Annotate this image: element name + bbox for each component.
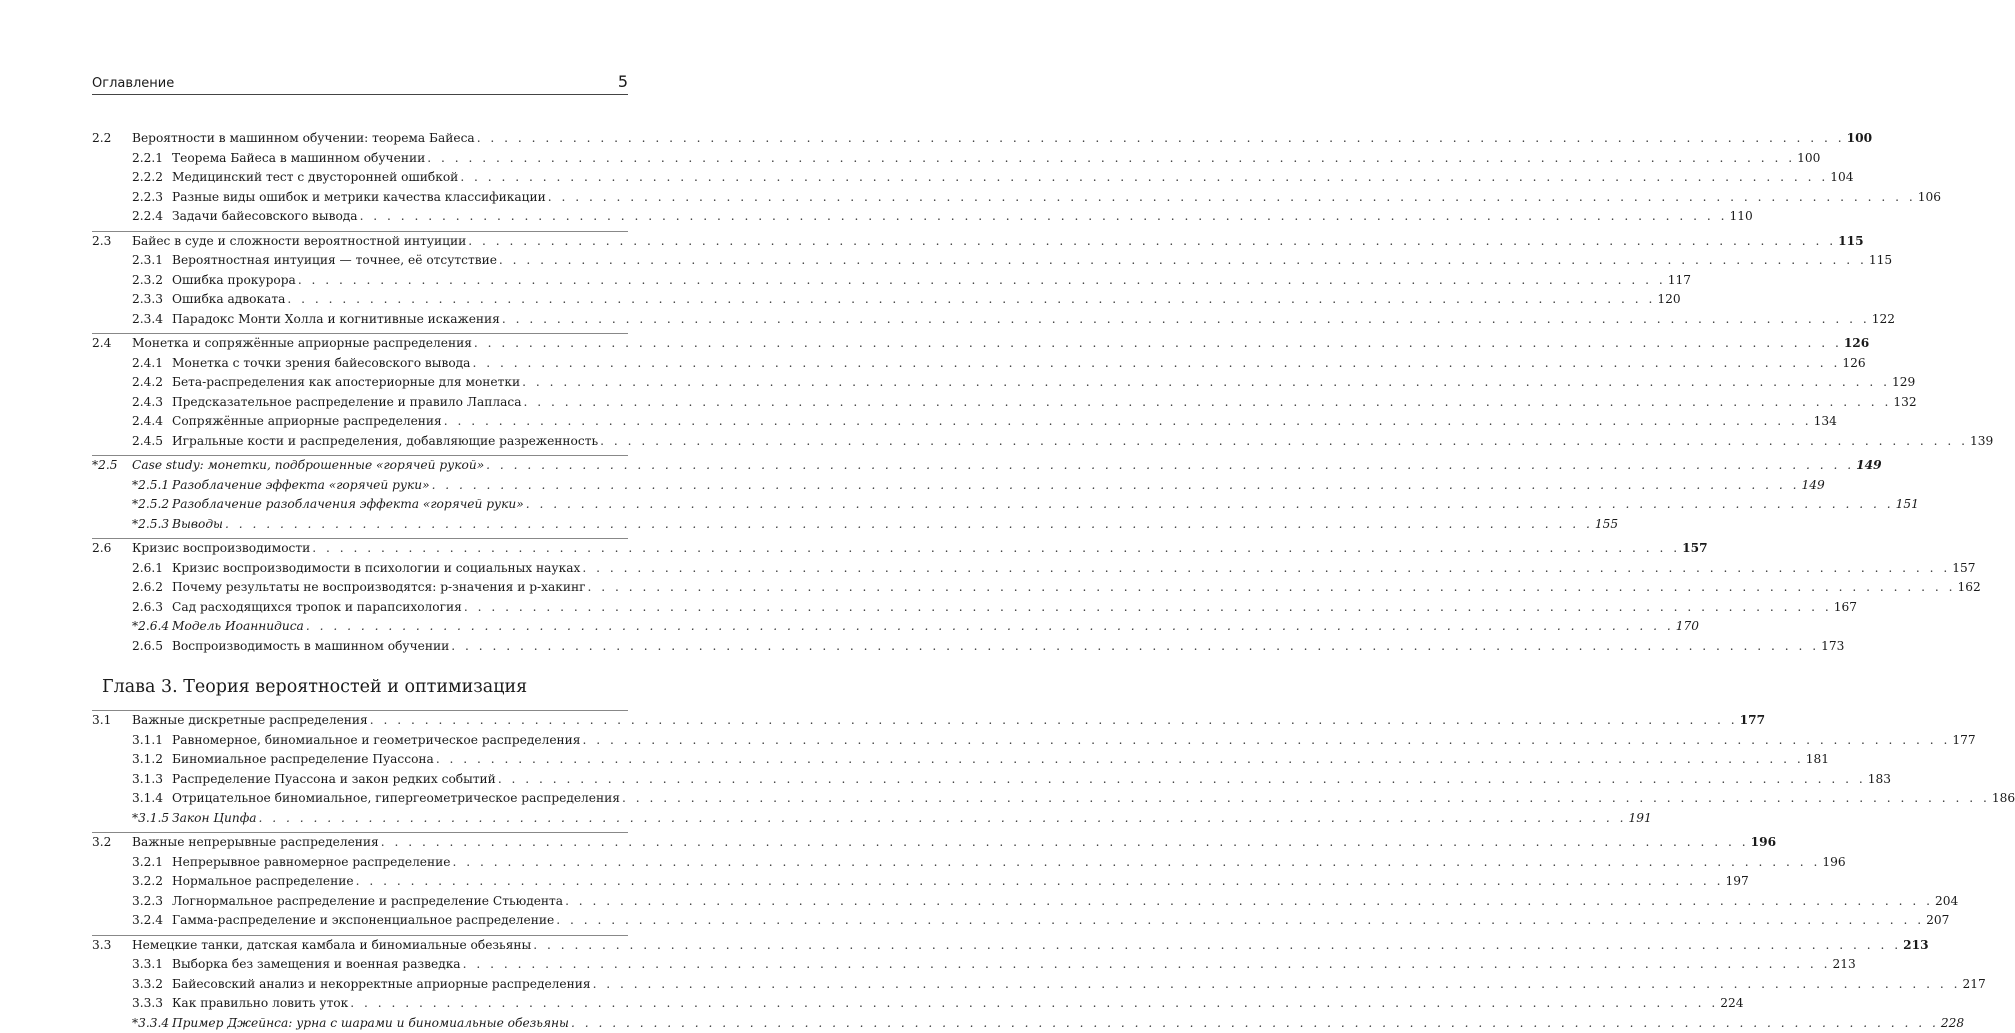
toc-entry-title: Байесовский анализ и некорректные априорные распределения [172, 975, 591, 995]
dot-leader [523, 393, 1891, 413]
toc-entry-number: 3.1.2 [132, 750, 172, 770]
toc-entry-title: Выводы [172, 515, 223, 535]
toc-entry-number: *2.5 [92, 456, 132, 476]
toc-content [92, 129, 628, 1033]
toc-entry-number: *2.6.4 [132, 617, 172, 637]
dot-leader [460, 168, 1828, 188]
dot-leader [588, 578, 1956, 598]
toc-entry-page: 100 [1847, 129, 1872, 149]
toc-subsection-entry[interactable] [92, 853, 628, 873]
toc-entry-page: 149 [1856, 456, 1881, 476]
dot-leader [463, 955, 1831, 975]
toc-part-chapter-3 [92, 710, 628, 1033]
dot-leader [522, 373, 1890, 393]
toc-entry-title: Непрерывное равномерное распределение [172, 853, 450, 873]
toc-entry-page: 126 [1844, 334, 1869, 354]
toc-entry-number: 3.3.1 [132, 955, 172, 975]
running-head-title: Оглавление [92, 76, 174, 91]
toc-entry-page: 149 [1802, 476, 1825, 496]
toc-subsection-entry[interactable] [92, 476, 628, 496]
toc-entry-number: 3.1.3 [132, 770, 172, 790]
header-rule [92, 94, 628, 95]
toc-entry-number: 3.3.2 [132, 975, 172, 995]
toc-entry-page: 157 [1952, 559, 1975, 579]
toc-entry-title: Сад расходящихся тропок и парапсихология [172, 598, 462, 618]
dot-leader [436, 750, 1804, 770]
toc-entry-page: 181 [1806, 750, 1829, 770]
toc-section-group [92, 334, 628, 451]
dot-leader [427, 149, 1795, 169]
dot-leader [464, 598, 1832, 618]
toc-entry-page: 196 [1822, 853, 1845, 873]
dot-leader [451, 637, 1819, 657]
toc-subsection-entry[interactable] [92, 994, 628, 1014]
toc-entry-page: 129 [1892, 373, 1915, 393]
toc-entry-page: 117 [1668, 271, 1691, 291]
toc-subsection-entry[interactable] [92, 251, 628, 271]
toc-entry-number: 3.2.3 [132, 892, 172, 912]
toc-entry-title: Предсказательное распределение и правило Лапласа [172, 393, 521, 413]
toc-entry-page: 196 [1751, 833, 1776, 853]
toc-entry-page: 110 [1730, 207, 1753, 227]
toc-subsection-entry[interactable] [92, 354, 628, 374]
toc-section-entry[interactable] [92, 129, 628, 149]
toc-entry-page: 186 [1992, 789, 2015, 809]
toc-section-entry[interactable] [92, 456, 628, 476]
toc-entry-page: 197 [1726, 872, 1749, 892]
toc-section-entry[interactable] [92, 711, 628, 731]
toc-entry-number: 2.2 [92, 129, 132, 149]
dot-leader [502, 310, 1870, 330]
toc-entry-page: 162 [1957, 578, 1980, 598]
toc-subsection-entry[interactable] [92, 809, 628, 829]
toc-entry-number: 2.2.1 [132, 149, 172, 169]
toc-entry-page: 115 [1838, 232, 1863, 252]
toc-subsection-entry[interactable] [92, 578, 628, 598]
toc-entry-title: Важные дискретные распределения [132, 711, 368, 731]
page-number: 5 [618, 72, 628, 91]
dot-leader [486, 456, 1854, 476]
toc-subsection-entry[interactable] [92, 955, 628, 975]
dot-leader [312, 539, 1680, 559]
toc-subsection-entry[interactable] [92, 559, 628, 579]
toc-entry-number: 3.2.1 [132, 853, 172, 873]
toc-entry-number: 3.2.4 [132, 911, 172, 931]
dot-leader [306, 617, 1674, 637]
toc-subsection-entry[interactable] [92, 310, 628, 330]
toc-entry-number: 3.2.2 [132, 872, 172, 892]
toc-entry-title: Ошибка прокурора [172, 271, 296, 291]
toc-entry-title: Case study: монетки, подброшенные «горячей рукой» [132, 456, 484, 476]
toc-part-chapter-2 [92, 129, 628, 656]
toc-entry-page: 126 [1842, 354, 1865, 374]
toc-entry-number: 2.4.2 [132, 373, 172, 393]
toc-entry-page: 228 [1941, 1014, 1964, 1033]
toc-entry-title: Теорема Байеса в машинном обучении [172, 149, 425, 169]
toc-section-group [92, 936, 628, 1033]
dot-leader [565, 892, 1933, 912]
toc-entry-page: 132 [1893, 393, 1916, 413]
toc-entry-title: Почему результаты не воспроизводятся: p-значения и p-хакинг [172, 578, 586, 598]
dot-leader [533, 936, 1901, 956]
toc-entry-title: Игральные кости и распределения, добавляющие разреженность [172, 432, 598, 452]
toc-entry-number: 2.3.4 [132, 310, 172, 330]
toc-entry-page: 157 [1682, 539, 1707, 559]
toc-subsection-entry[interactable] [92, 892, 628, 912]
toc-entry-page: 139 [1970, 432, 1993, 452]
toc-entry-title: Кризис воспроизводимости в психологии и социальных науках [172, 559, 580, 579]
toc-entry-page: 167 [1834, 598, 1857, 618]
toc-subsection-entry[interactable] [92, 515, 628, 535]
dot-leader [468, 232, 1836, 252]
toc-entry-number: *3.3.4 [132, 1014, 172, 1033]
dot-leader [370, 711, 1738, 731]
toc-entry-title: Задачи байесовского вывода [172, 207, 358, 227]
dot-leader [477, 129, 1845, 149]
dot-leader [350, 994, 1718, 1014]
toc-subsection-entry[interactable] [92, 1014, 628, 1033]
dot-leader [474, 334, 1842, 354]
toc-subsection-entry[interactable] [92, 770, 628, 790]
dot-leader [259, 809, 1627, 829]
toc-subsection-entry[interactable] [92, 598, 628, 618]
toc-entry-title: Монетка и сопряжённые априорные распределения [132, 334, 472, 354]
dot-leader [452, 853, 1820, 873]
toc-entry-title: Сопряжённые априорные распределения [172, 412, 442, 432]
toc-entry-page: 224 [1720, 994, 1743, 1014]
dot-leader [287, 290, 1655, 310]
toc-entry-page: 115 [1869, 251, 1892, 271]
toc-entry-number: 2.6 [92, 539, 132, 559]
toc-entry-page: 191 [1628, 809, 1651, 829]
toc-entry-number: 2.6.3 [132, 598, 172, 618]
toc-subsection-entry[interactable] [92, 495, 628, 515]
toc-subsection-entry[interactable] [92, 911, 628, 931]
dot-leader [381, 833, 1749, 853]
dot-leader [582, 731, 1950, 751]
toc-subsection-entry[interactable] [92, 412, 628, 432]
dot-leader [526, 495, 1894, 515]
toc-entry-number: *2.5.3 [132, 515, 172, 535]
toc-section-entry[interactable] [92, 232, 628, 252]
toc-entry-title: Как правильно ловить уток [172, 994, 348, 1014]
dot-leader [356, 872, 1724, 892]
toc-subsection-entry[interactable] [92, 373, 628, 393]
toc-entry-title: Закон Ципфа [172, 809, 257, 829]
toc-entry-number: 2.4.3 [132, 393, 172, 413]
toc-subsection-entry[interactable] [92, 432, 628, 452]
toc-entry-title: Разоблачение разоблачения эффекта «горячей руки» [172, 495, 524, 515]
toc-entry-number: 2.2.2 [132, 168, 172, 188]
toc-section-entry[interactable] [92, 334, 628, 354]
toc-entry-title: Монетка с точки зрения байесовского вывода [172, 354, 470, 374]
toc-entry-page: 177 [1952, 731, 1975, 751]
toc-subsection-entry[interactable] [92, 975, 628, 995]
toc-entry-title: Гамма-распределение и экспоненциальное распределение [172, 911, 554, 931]
toc-section-group [92, 456, 628, 534]
toc-entry-page: 213 [1903, 936, 1928, 956]
toc-entry-title: Выборка без замещения и военная разведка [172, 955, 461, 975]
toc-subsection-entry[interactable] [92, 731, 628, 751]
toc-entry-page: 204 [1935, 892, 1958, 912]
toc-entry-title: Парадокс Монти Холла и когнитивные искажения [172, 310, 500, 330]
dot-leader [556, 911, 1924, 931]
dot-leader [225, 515, 1593, 535]
toc-entry-title: Пример Джейнса: урна с шарами и биномиальные обезьяны [172, 1014, 569, 1033]
toc-entry-number: 2.4.1 [132, 354, 172, 374]
dot-leader [548, 188, 1916, 208]
toc-entry-page: 122 [1872, 310, 1895, 330]
dot-leader [472, 354, 1840, 374]
toc-entry-number: 3.2 [92, 833, 132, 853]
dot-leader [444, 412, 1812, 432]
toc-subsection-entry[interactable] [92, 168, 628, 188]
toc-entry-title: Биномиальное распределение Пуассона [172, 750, 434, 770]
toc-entry-number: 2.3.1 [132, 251, 172, 271]
toc-entry-page: 120 [1657, 290, 1680, 310]
toc-entry-title: Бета-распределения как апостериорные для монетки [172, 373, 520, 393]
toc-subsection-entry[interactable] [92, 750, 628, 770]
toc-entry-number: *2.5.2 [132, 495, 172, 515]
toc-entry-page: 170 [1676, 617, 1699, 637]
toc-entry-number: 2.4 [92, 334, 132, 354]
toc-entry-title: Логнормальное распределение и распределение Стьюдента [172, 892, 563, 912]
toc-section-group [92, 539, 628, 656]
toc-section-group [92, 833, 628, 931]
toc-entry-number: 2.3 [92, 232, 132, 252]
toc-entry-page: 151 [1896, 495, 1919, 515]
toc-entry-page: 213 [1833, 955, 1856, 975]
toc-entry-title: Важные непрерывные распределения [132, 833, 379, 853]
toc-entry-number: 2.3.3 [132, 290, 172, 310]
toc-entry-title: Разоблачение эффекта «горячей руки» [172, 476, 430, 496]
toc-entry-title: Медицинский тест с двусторонней ошибкой [172, 168, 458, 188]
toc-entry-page: 207 [1926, 911, 1949, 931]
toc-entry-number: 2.4.5 [132, 432, 172, 452]
toc-entry-title: Немецкие танки, датская камбала и биномиальные обезьяны [132, 936, 531, 956]
toc-section-group [92, 129, 628, 227]
toc-entry-page: 217 [1963, 975, 1986, 995]
toc-subsection-entry[interactable] [92, 188, 628, 208]
toc-entry-number: 2.6.2 [132, 578, 172, 598]
toc-entry-title: Распределение Пуассона и закон редких событий [172, 770, 496, 790]
chapter-heading: Глава 3. Теория вероятностей и оптимизация [102, 674, 628, 700]
book-page [0, 0, 708, 1001]
toc-entry-title: Вероятности в машинном обучении: теорема Байеса [132, 129, 475, 149]
toc-section-group [92, 711, 628, 828]
dot-leader [298, 271, 1666, 291]
toc-entry-page: 106 [1918, 188, 1941, 208]
running-head [92, 72, 628, 91]
toc-entry-page: 155 [1595, 515, 1618, 535]
toc-entry-title: Байес в суде и сложности вероятностной интуиции [132, 232, 466, 252]
toc-entry-number: *3.1.5 [132, 809, 172, 829]
toc-subsection-entry[interactable] [92, 271, 628, 291]
toc-entry-number: 2.2.3 [132, 188, 172, 208]
toc-section-entry[interactable] [92, 833, 628, 853]
toc-entry-number: 2.4.4 [132, 412, 172, 432]
dot-leader [582, 559, 1950, 579]
toc-entry-number: 3.3 [92, 936, 132, 956]
toc-section-group [92, 232, 628, 330]
toc-entry-number: 3.1.4 [132, 789, 172, 809]
toc-entry-title: Разные виды ошибок и метрики качества классификации [172, 188, 546, 208]
toc-entry-number: *2.5.1 [132, 476, 172, 496]
dot-leader [600, 432, 1968, 452]
toc-subsection-entry[interactable] [92, 872, 628, 892]
toc-entry-page: 100 [1797, 149, 1820, 169]
toc-subsection-entry[interactable] [92, 789, 628, 809]
toc-entry-page: 177 [1740, 711, 1765, 731]
toc-entry-number: 2.6.5 [132, 637, 172, 657]
toc-entry-title: Отрицательное биномиальное, гипергеометрическое распределения [172, 789, 620, 809]
dot-leader [499, 251, 1867, 271]
toc-entry-page: 104 [1830, 168, 1853, 188]
dot-leader [432, 476, 1800, 496]
toc-entry-title: Кризис воспроизводимости [132, 539, 310, 559]
toc-subsection-entry[interactable] [92, 637, 628, 657]
toc-section-entry[interactable] [92, 936, 628, 956]
toc-entry-title: Нормальное распределение [172, 872, 354, 892]
dot-leader [360, 207, 1728, 227]
dot-leader [593, 975, 1961, 995]
toc-subsection-entry[interactable] [92, 290, 628, 310]
toc-entry-title: Ошибка адвоката [172, 290, 285, 310]
toc-subsection-entry[interactable] [92, 207, 628, 227]
toc-entry-title: Равномерное, биномиальное и геометрическое распределения [172, 731, 580, 751]
toc-entry-number: 2.2.4 [132, 207, 172, 227]
dot-leader [571, 1014, 1939, 1033]
dot-leader [622, 789, 1990, 809]
toc-entry-title: Вероятностная интуиция — точнее, её отсутствие [172, 251, 497, 271]
toc-entry-page: 173 [1821, 637, 1844, 657]
toc-entry-page: 134 [1814, 412, 1837, 432]
toc-entry-title: Воспроизводимость в машинном обучении [172, 637, 449, 657]
dot-leader [498, 770, 1866, 790]
toc-entry-page: 183 [1868, 770, 1891, 790]
toc-subsection-entry[interactable] [92, 393, 628, 413]
toc-entry-number: 2.6.1 [132, 559, 172, 579]
toc-entry-number: 2.3.2 [132, 271, 172, 291]
toc-subsection-entry[interactable] [92, 149, 628, 169]
toc-section-entry[interactable] [92, 539, 628, 559]
toc-subsection-entry[interactable] [92, 617, 628, 637]
toc-entry-title: Модель Иоаннидиса [172, 617, 304, 637]
toc-entry-number: 3.3.3 [132, 994, 172, 1014]
toc-entry-number: 3.1 [92, 711, 132, 731]
toc-entry-number: 3.1.1 [132, 731, 172, 751]
